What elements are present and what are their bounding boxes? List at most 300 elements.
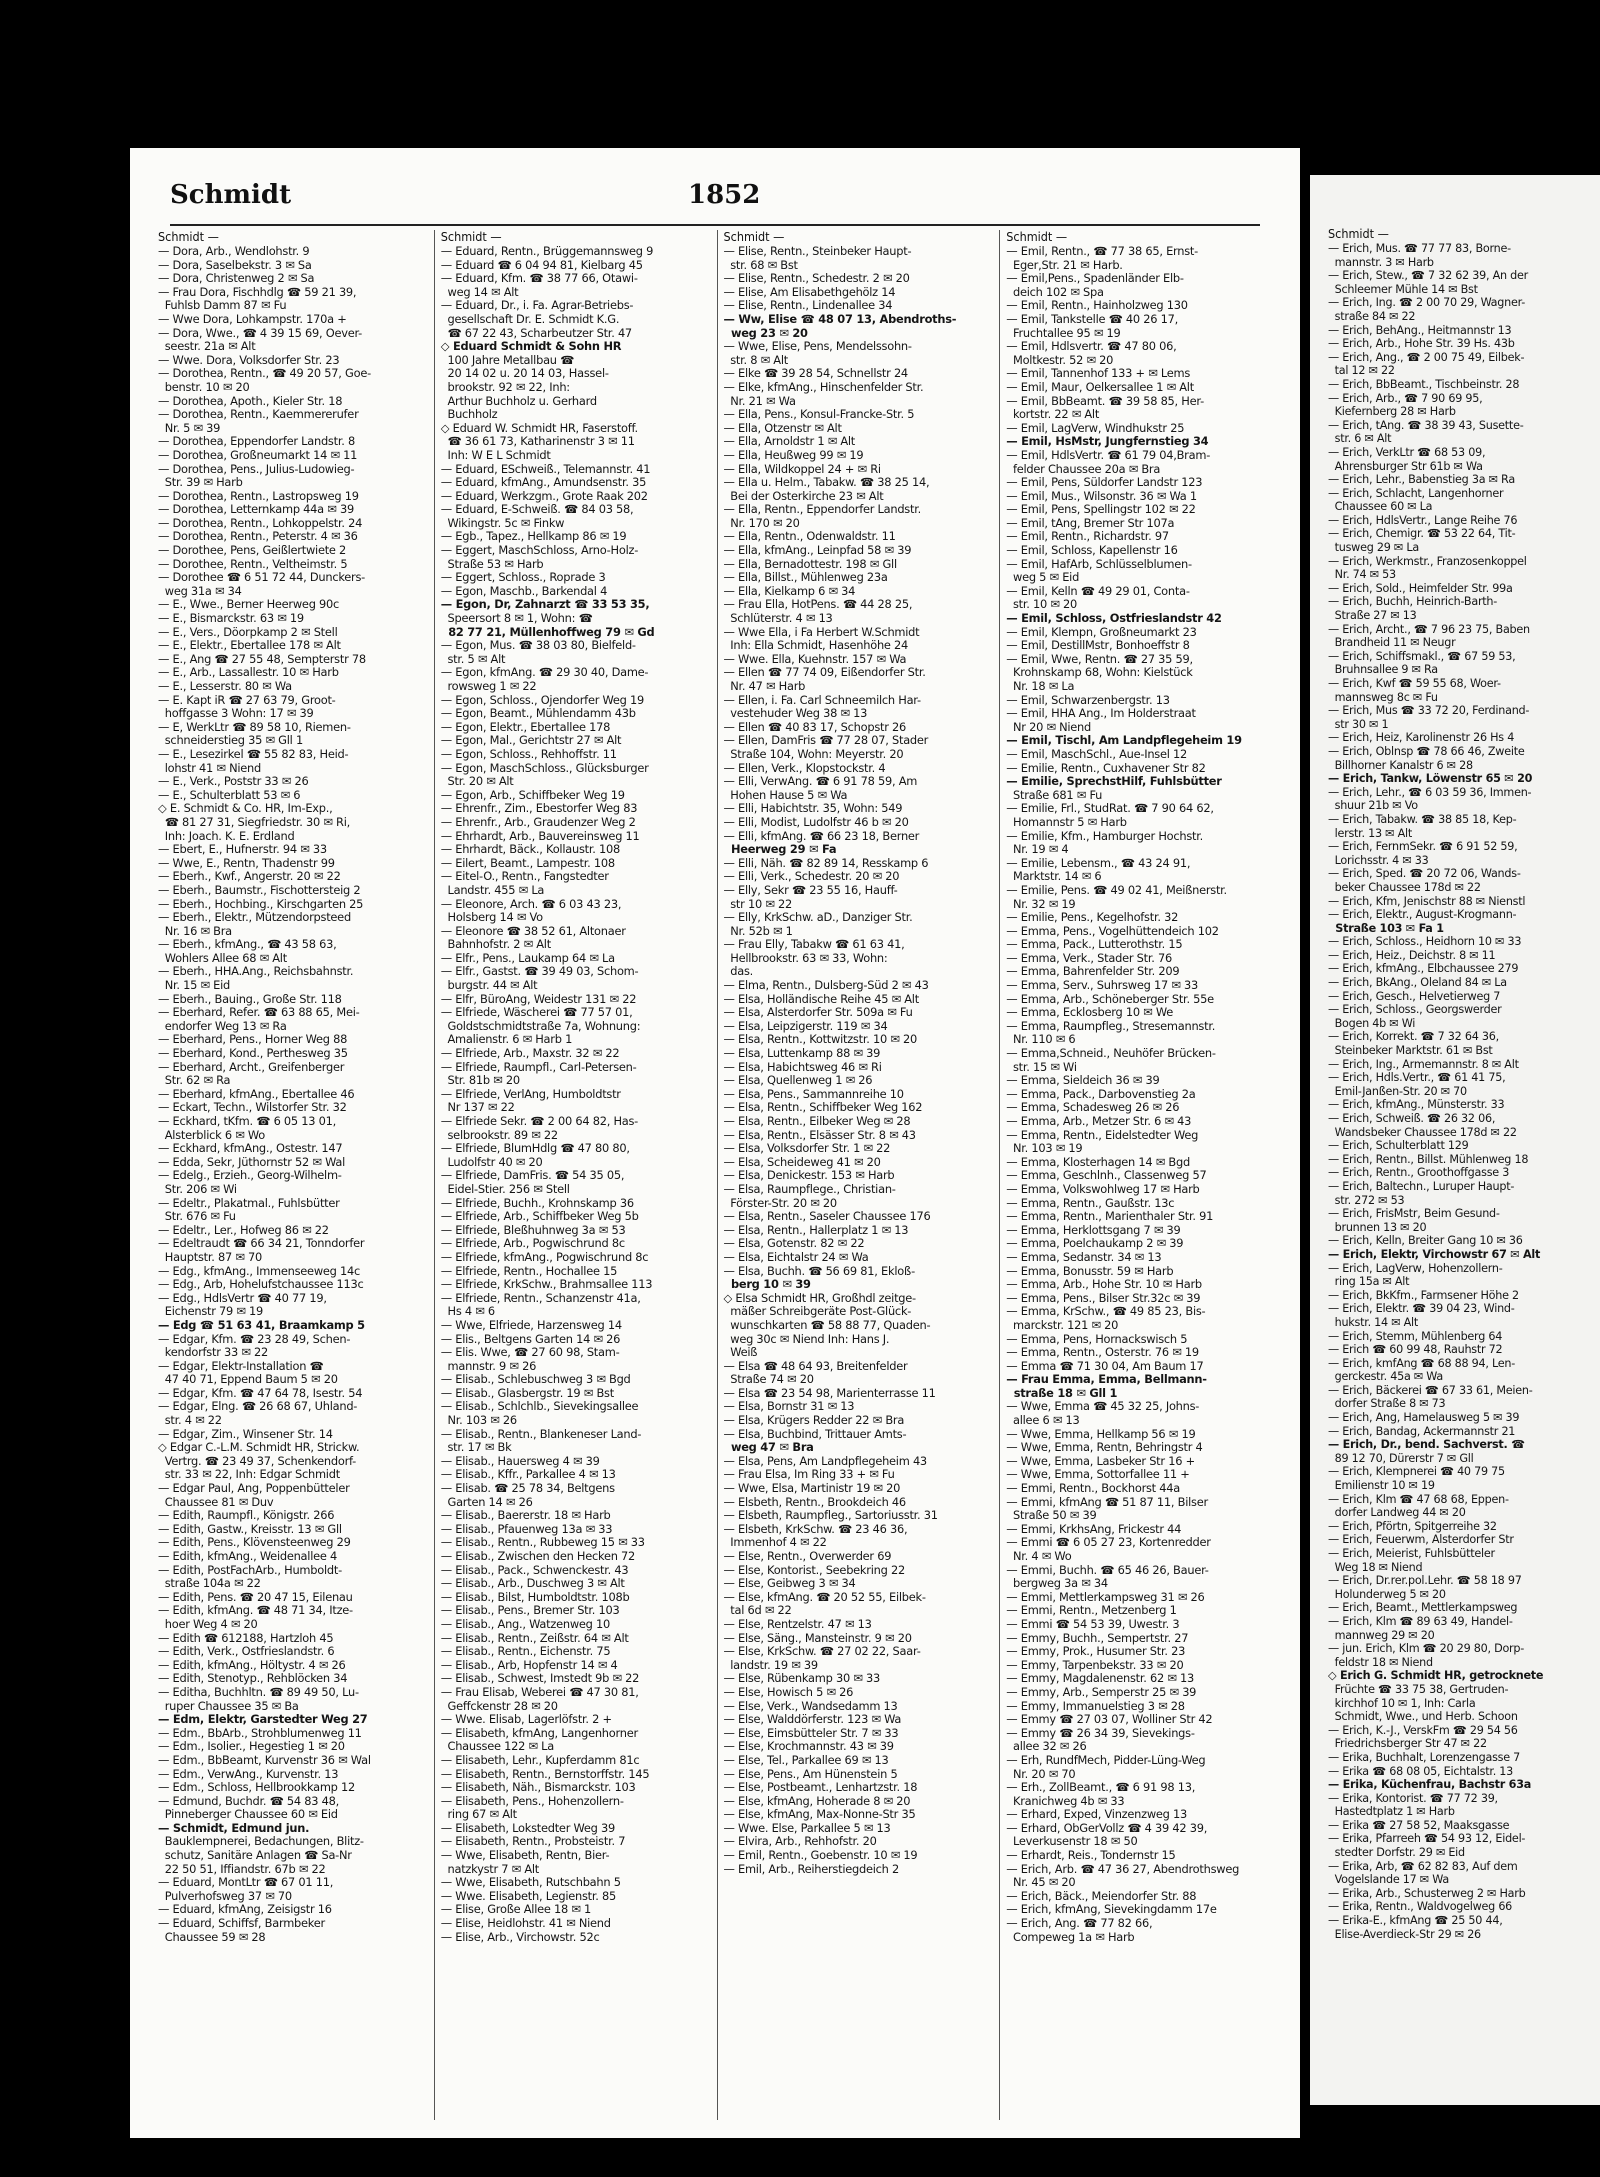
directory-entry: — Eberh., HHA.Ang., Reichsbahnstr. (158, 964, 354, 979)
directory-entry: — Edgar Paul, Ang, Poppenbütteler (158, 1481, 350, 1496)
directory-entry: — Eberhard, kfmAng., Ebertallee 46 (158, 1086, 355, 1101)
directory-entry: Schmidt, Wwe., und Herb. Schoon (1328, 1710, 1518, 1724)
directory-entry: selbrookstr. 89 ✉ 22 (440, 1127, 558, 1142)
directory-entry: — Elisab., Schwest, Imstedt 9b ✉ 22 (440, 1671, 640, 1686)
directory-entry: — Emil, Klempn, Großneumarkt 23 (1006, 624, 1197, 639)
directory-entry: — Erich, VerkLtr ☎ 68 53 09, (1328, 445, 1486, 459)
directory-entry: — Dora, Saselbekstr. 3 ✉ Sa (158, 257, 312, 272)
directory-entry: — Elisab., Pfauenweg 13a ✉ 33 (440, 1521, 613, 1536)
directory-entry: — Elisab., Baererstr. 18 ✉ Harb (440, 1508, 611, 1523)
directory-entry: — Egon, Schloss., Rehhoffstr. 11 (440, 746, 617, 761)
directory-entry: — Else, Tel., Parkallee 69 ✉ 13 (723, 1752, 889, 1767)
directory-entry: — Emma, Klosterhagen 14 ✉ Bgd (1006, 1154, 1190, 1169)
directory-entry: — Dorothea, Pens., Julius-Ludowieg- (158, 461, 355, 476)
directory-entry: ◇ Edgar C.-L.M. Schmidt HR, Strickw. (158, 1440, 360, 1455)
directory-entry: ring 67 ✉ Alt (440, 1807, 517, 1822)
directory-entry: — Elsa, Rentn., Eilbeker Weg ✉ 28 (723, 1114, 911, 1128)
directory-entry: — Emilie, SprechstHilf, Fuhlsbütter (1006, 774, 1222, 789)
directory-entry: — Elsa, Scheideweg 41 ✉ 20 (723, 1154, 881, 1169)
directory-entry: — Erich, Ang., ☎ 2 00 75 49, Eilbek- (1328, 350, 1525, 364)
directory-entry: — Dorothea, Rentn., Lohkoppelstr. 24 (158, 515, 363, 530)
directory-entry: — Frau Elsa, Im Ring 33 + ✉ Fu (723, 1467, 895, 1482)
directory-entry: — Elsa, Quellenweg 1 ✉ 26 (723, 1073, 873, 1088)
directory-entry: — Erich, Arb., ☎ 7 90 69 95, (1328, 391, 1483, 405)
directory-entry: — Erich, Schulterblatt 129 (1328, 1139, 1469, 1153)
directory-entry: Kranichweg 4b ✉ 33 (1006, 1793, 1125, 1808)
directory-entry: — Elma, Rentn., Dulsberg-Süd 2 ✉ 43 (723, 978, 929, 993)
directory-entry: Straße 53 ✉ Harb (440, 556, 544, 571)
directory-entry: — Elfr., Gastst. ☎ 39 49 03, Schom- (440, 964, 639, 979)
directory-entry: Straße 74 ✉ 20 (723, 1372, 814, 1387)
directory-entry: — Elsa, Gotenstr. 82 ✉ 22 (723, 1236, 865, 1251)
directory-entry: — Erich, Kwf ☎ 59 55 68, Woer- (1328, 677, 1501, 690)
directory-entry: — E, WerkLtr ☎ 89 58 10, Riemen- (158, 719, 351, 734)
directory-entry: — Erich, Elektr, Virchowstr 67 ✉ Alt (1328, 1247, 1541, 1261)
listing-columns (152, 230, 1282, 2120)
column-head: Schmidt — (1328, 226, 1389, 241)
directory-entry: — Elisab., Rentn., Eichenstr. 75 (440, 1644, 611, 1659)
directory-entry: — Elfriede, Wäscherei ☎ 77 57 01, (440, 1005, 633, 1020)
directory-entry: allee 6 ✉ 13 (1006, 1413, 1080, 1428)
directory-entry: — Emma, Sieldeich 36 ✉ 39 (1006, 1073, 1160, 1088)
directory-entry: — Erich, Feuerwm, Alsterdorfer Str (1328, 1533, 1514, 1547)
directory-entry: Nr. 4 ✉ Wo (1006, 1549, 1072, 1563)
directory-entry: — Edith, Verk., Ostfrieslandstr. 6 (158, 1644, 335, 1659)
directory-entry: — Erich, kfmAng, Sievekingdamm 17e (1006, 1902, 1217, 1917)
directory-entry: Hs 4 ✉ 6 (440, 1304, 495, 1319)
directory-entry: — Else, KrkSchw. ☎ 27 02 22, Saar- (723, 1644, 921, 1659)
directory-entry: — Erich, Baltechn., Luruper Haupt- (1328, 1179, 1515, 1193)
directory-entry: — Wwe, Emma ☎ 45 32 25, Johns- (1006, 1399, 1200, 1414)
directory-entry: Alsterblick 6 ✉ Wo (158, 1127, 265, 1142)
directory-entry: 100 Jahre Metallbau ☎ (440, 352, 575, 367)
directory-entry: Friedrichsberger Str 47 ✉ 22 (1328, 1737, 1487, 1751)
directory-entry: Nr. 15 ✉ Eid (158, 978, 231, 993)
directory-entry: Nr. 74 ✉ 53 (1328, 568, 1396, 582)
directory-entry: — Ella, Billst., Mühlenweg 23a (723, 570, 888, 585)
directory-entry: — Edg., kfmAng., Immenseeweg 14c (158, 1263, 360, 1278)
directory-entry: — Elsa, Raumpflege., Christian- (723, 1181, 896, 1196)
directory-entry: — Frau Ella, HotPens. ☎ 44 28 25, (723, 597, 913, 612)
directory-entry: hukstr. 14 ✉ Alt (1328, 1315, 1419, 1329)
directory-entry: — Elsa, Pens., Sammannreihe 10 (723, 1086, 904, 1101)
directory-entry: — Editha, Buchhltn. ☎ 89 49 50, Lu- (158, 1684, 359, 1699)
directory-entry: weg 47 ✉ Bra (723, 1440, 814, 1455)
directory-entry: — Erich, Arb. ☎ 47 36 27, Abendrothsweg (1006, 1861, 1240, 1876)
directory-entry: Hellbrookstr. 63 ✉ 33, Wohn: (723, 950, 888, 965)
directory-entry: benstr. 10 ✉ 20 (158, 379, 250, 394)
directory-entry: — Erich, Bäck., Meiendorfer Str. 88 (1006, 1888, 1197, 1903)
directory-entry: — Elisabeth, Lehr., Kupferdamm 81c (440, 1752, 640, 1767)
directory-entry: hoer Weg 4 ✉ 20 (158, 1616, 258, 1631)
directory-entry: — Erich, Schweiß. ☎ 26 32 06, (1328, 1112, 1496, 1125)
directory-entry: Nr. 45 ✉ 20 (1006, 1875, 1076, 1890)
directory-entry: — Emma, Bonusstr. 59 ✉ Harb (1006, 1263, 1174, 1278)
directory-entry: — Edgar, Kfm. ☎ 23 28 49, Schen- (158, 1331, 351, 1346)
directory-entry: str 30 ✉ 1 (1328, 717, 1389, 731)
directory-entry: Wikingstr. 5c ✉ Finkw (440, 515, 565, 530)
directory-entry: Nr. 110 ✉ 6 (1006, 1032, 1076, 1047)
directory-entry: — Elis., Beltgens Garten 14 ✉ 26 (440, 1331, 621, 1346)
directory-entry: — Emmy, Buchh., Sempertstr. 27 (1006, 1630, 1189, 1645)
directory-entry: weg 23 ✉ 20 (723, 325, 808, 340)
directory-entry: — Emil, Hdlsvertr. ☎ 47 80 06, (1006, 339, 1177, 354)
directory-entry: — Eduard, kfmAng, Zeisigstr 16 (158, 1902, 332, 1917)
directory-entry: — Erich, Tankw, Löwenstr 65 ✉ 20 (1328, 772, 1533, 786)
directory-entry: — Edm., Schloss, Hellbrookkamp 12 (158, 1780, 356, 1795)
directory-entry: ☎ 67 22 43, Scharbeutzer Str. 47 (440, 325, 632, 340)
directory-entry: — Erika, Kontorist. ☎ 77 72 39, (1328, 1791, 1498, 1805)
directory-entry: Straße 681 ✉ Fu (1006, 787, 1103, 802)
directory-entry: str. 17 ✉ Bk (440, 1440, 512, 1455)
directory-entry: — Emma, Serv., Suhrsweg 17 ✉ 33 (1006, 978, 1198, 993)
directory-entry: — Elfriede, Rentn., Hochallee 15 (440, 1263, 618, 1278)
directory-entry: — Dorothea, Rentn., Lastropsweg 19 (158, 488, 359, 503)
directory-entry: Krohnskamp 68, Wohn: Kielstück (1006, 665, 1193, 680)
directory-entry: feldstr 18 ✉ Niend (1328, 1655, 1433, 1669)
directory-entry: — Eitel-O., Rentn., Fangstedter (440, 869, 609, 884)
directory-entry: — Edith, Raumpfl., Königstr. 266 (158, 1508, 335, 1523)
directory-entry: mannweg 29 ✉ 20 (1328, 1628, 1435, 1642)
directory-entry: Inh: Ella Schmidt, Hasenhöhe 24 (723, 638, 909, 653)
directory-entry: kendorfstr 33 ✉ 22 (158, 1345, 269, 1360)
directory-entry: marckstr. 121 ✉ 20 (1006, 1317, 1119, 1332)
directory-entry: — Emil, Mus., Wilsonstr. 36 ✉ Wa 1 (1006, 488, 1197, 503)
directory-entry: Holunderweg 5 ✉ 20 (1328, 1587, 1446, 1601)
directory-entry: das. (723, 964, 754, 979)
directory-entry: Str. 39 ✉ Harb (158, 475, 243, 490)
directory-entry: allee 32 ✉ 26 (1006, 1739, 1087, 1754)
directory-entry: — Erich, tAng. ☎ 38 39 43, Susette- (1328, 418, 1524, 432)
directory-entry: — Emmy, Arb., Semperstr 25 ✉ 39 (1006, 1684, 1197, 1699)
directory-entry: — Egon, MaschSchloss., Glücksburger (440, 760, 649, 775)
directory-entry: — Elly, Sekr ☎ 23 55 16, Hauff- (723, 882, 898, 897)
directory-entry: — Eggert, MaschSchloss, Arno-Holz- (440, 543, 639, 558)
directory-entry: — Elsa, Denickestr. 153 ✉ Harb (723, 1168, 895, 1183)
running-head-surname: Schmidt (170, 180, 292, 210)
directory-entry: Bahnhofstr. 2 ✉ Alt (440, 937, 551, 952)
directory-entry: — Eberhard, Kond., Perthesweg 35 (158, 1046, 348, 1061)
directory-entry: — Wwe. Dora, Volksdorfer Str. 23 (158, 352, 340, 367)
directory-entry: — Wwe, Elsa, Martinistr 19 ✉ 20 (723, 1481, 901, 1496)
directory-entry: Compeweg 1a ✉ Harb (1006, 1929, 1135, 1944)
directory-entry: wunschkarten ☎ 58 88 77, Quaden- (723, 1317, 931, 1332)
directory-entry: — Erh., ZollBeamt., ☎ 6 91 98 13, (1006, 1780, 1196, 1795)
directory-entry: Str. 62 ✉ Ra (158, 1073, 231, 1088)
directory-entry: — Erika, Buchhalt, Lorenzengasse 7 (1328, 1750, 1521, 1764)
directory-entry: — Erich, Meierist, Fuhlsbütteler (1328, 1547, 1495, 1560)
directory-entry: — Wwe, Elisabeth, Rentn, Bier- (440, 1848, 610, 1863)
directory-entry: ◇ Erich G. Schmidt HR, getrocknete (1328, 1669, 1544, 1683)
directory-entry: — Elvira, Arb., Rehhofstr. 20 (723, 1834, 877, 1849)
directory-entry: — Edith, Pens., Klövensteenweg 29 (158, 1535, 351, 1550)
directory-entry: — Erich, Ang. ☎ 77 82 66, (1006, 1916, 1153, 1931)
directory-entry: — Emmy, Tarpenbekstr. 33 ✉ 20 (1006, 1657, 1184, 1672)
directory-entry: ring 15a ✉ Alt (1328, 1275, 1410, 1289)
directory-entry: — Elisab., Rentn., Blankeneser Land- (440, 1426, 642, 1441)
directory-entry: — Erich, Heiz., Deichstr. 8 ✉ 11 (1328, 948, 1496, 962)
directory-entry: — Erich, Ing. ☎ 2 00 70 29, Wagner- (1328, 296, 1526, 310)
directory-entry: — Elsa, Rentn., Hallerplatz 1 ✉ 13 (723, 1222, 909, 1237)
directory-entry: — Erich, Werkmstr., Franzosenkoppel (1328, 554, 1527, 568)
page-header (170, 180, 1260, 220)
directory-entry: — Erich, Schloss., Georgswerder (1328, 1003, 1502, 1017)
directory-entry: Immenhof 4 ✉ 22 (723, 1535, 827, 1550)
directory-entry: — Erich, Lehr., ☎ 6 03 59 36, Immen- (1328, 785, 1532, 799)
directory-entry: — Elisab., Glasbergstr. 19 ✉ Bst (440, 1385, 614, 1400)
directory-entry: — Erich, Heiz, Karolinenstr 26 Hs 4 (1328, 731, 1515, 745)
directory-entry: — Wwe Dora, Lohkampstr. 170a + (158, 311, 347, 326)
directory-entry: — Elfriede, Rentn., Schanzenstr 41a, (440, 1290, 641, 1305)
directory-entry: Lorichsstr. 4 ✉ 33 (1328, 853, 1429, 867)
directory-entry: — Emma, Raumpfleg., Stresemannstr. (1006, 1018, 1216, 1033)
directory-entry: endorfer Weg 13 ✉ Ra (158, 1018, 287, 1033)
directory-entry: — Ella, Wildkoppel 24 + ✉ Ri (723, 461, 881, 476)
directory-entry: — Elisab., Arb, Hopfenstr 14 ✉ 4 (440, 1657, 618, 1672)
directory-entry: — Wwe, E., Rentn, Thadenstr 99 (158, 855, 335, 870)
directory-entry: — Edg., HdlsVertr ☎ 40 77 19, (158, 1290, 327, 1305)
directory-entry: — Eberhard, Archt., Greifenberger (158, 1059, 345, 1074)
directory-entry: — Erich, Tabakw. ☎ 38 85 18, Kep- (1328, 812, 1517, 826)
directory-entry: brookstr. 92 ✉ 22, Inh: (440, 379, 570, 394)
directory-entry: Buchholz (440, 407, 498, 422)
directory-entry: — Else, Postbeamt., Lenhartzstr. 18 (723, 1780, 918, 1795)
directory-entry: — Erhard, ObGerVollz ☎ 4 39 42 39, (1006, 1820, 1208, 1835)
listing-column (1000, 230, 1282, 2120)
directory-entry: Nr. 19 ✉ 4 (1006, 842, 1069, 857)
directory-entry: Kiefernberg 28 ✉ Harb (1328, 405, 1456, 419)
directory-entry: — Wwe. Else, Parkallee 5 ✉ 13 (723, 1820, 891, 1835)
directory-entry: — Edgar, Elng. ☎ 26 68 67, Uhland- (158, 1399, 358, 1414)
column-entries (724, 245, 1000, 1876)
column-entries (1006, 245, 1282, 1944)
directory-entry: — Ellen, DamFris ☎ 77 28 07, Stader (723, 733, 929, 748)
directory-entry: — Erich, Schloss., Heidhorn 10 ✉ 33 (1328, 935, 1522, 949)
directory-entry: weg 14 ✉ Alt (440, 284, 519, 299)
directory-entry: 20 14 02 u. 20 14 03, Hassel- (440, 366, 609, 381)
directory-entry: — Edm., BbArb., Strohblumenweg 11 (158, 1725, 362, 1740)
directory-entry: — Elfriede, KrkSchw., Brahmsallee 113 (440, 1277, 653, 1292)
directory-entry: — Elli, Verk., Schedestr. 20 ✉ 20 (723, 869, 900, 884)
directory-entry: 47 40 71, Eppend Baum 5 ✉ 20 (158, 1372, 338, 1387)
directory-entry: — Else, Kontorist., Seebekring 22 (723, 1562, 905, 1577)
directory-entry: — Erich, FernmSekr. ☎ 6 91 52 59, (1328, 840, 1518, 854)
directory-entry: ◇ Eduard W. Schmidt HR, Faserstoff. (440, 420, 638, 435)
directory-entry: — Elisabeth, kfmAng, Langenhorner (440, 1725, 638, 1740)
facing-page (1310, 175, 1600, 2105)
directory-entry: Nr 20 ✉ Niend (1006, 719, 1091, 734)
directory-entry: — Edmund, Buchdr. ☎ 54 83 48, (158, 1793, 339, 1808)
directory-entry: str. 4 ✉ 22 (158, 1413, 222, 1428)
directory-entry: — Dora, Arb., Wendlohstr. 9 (158, 244, 310, 258)
directory-entry: schneiderstieg 35 ✉ Gll 1 (158, 733, 303, 748)
directory-entry: — Elke ☎ 39 28 54, Schnellstr 24 (723, 366, 908, 381)
directory-entry: Nr. 5 ✉ 39 (158, 420, 221, 435)
directory-entry: — Emil, HsMstr, Jungfernstieg 34 (1006, 434, 1209, 449)
directory-entry: tal 6d ✉ 22 (723, 1603, 792, 1618)
directory-entry: — Emma, Schadesweg 26 ✉ 26 (1006, 1100, 1180, 1115)
directory-entry: — Erich, Beamt., Mettlerkampsweg (1328, 1601, 1518, 1615)
directory-entry: — Dorothea, Großneumarkt 14 ✉ 11 (158, 447, 358, 462)
directory-entry: — Emil, Schwarzenbergstr. 13 (1006, 692, 1170, 707)
directory-entry: — Else, Pens., Am Hünenstein 5 (723, 1766, 898, 1781)
directory-entry: — Emil, HdlsVertr. ☎ 61 79 04,Bram- (1006, 447, 1211, 462)
directory-entry: — Elsa, Krügers Redder 22 ✉ Bra (723, 1413, 905, 1428)
directory-entry: — Emma, Pens, Hornackswisch 5 (1006, 1331, 1188, 1346)
directory-entry: — Elisab., Zwischen den Hecken 72 (440, 1549, 636, 1563)
directory-entry: — Emma, Rentn., Gaußstr. 13c (1006, 1195, 1175, 1210)
directory-entry: — Emmy ☎ 26 34 39, Sievekings- (1006, 1725, 1195, 1740)
directory-entry: — Dorothea, Eppendorfer Landstr. 8 (158, 434, 355, 449)
directory-entry: — Elsa, Volksdorfer Str. 1 ✉ 22 (723, 1141, 891, 1156)
directory-entry: — Wwe. Ella, Kuehnstr. 157 ✉ Wa (723, 651, 907, 666)
directory-entry: — E., Elektr., Ebertallee 178 ✉ Alt (158, 638, 341, 653)
directory-entry: Garten 14 ✉ 26 (440, 1494, 533, 1509)
directory-entry: — Eckart, Techn., Wilstorfer Str. 32 (158, 1100, 347, 1115)
directory-entry: — Erich, Sold., Heimfelder Str. 99a (1328, 581, 1513, 595)
directory-entry: — Elfriede, Bleßhuhnweg 3a ✉ 53 (440, 1222, 626, 1237)
directory-entry: — Erich, Schlacht, Langenhorner (1328, 486, 1504, 500)
directory-entry: — Edith, kfmAng., Weidenallee 4 (158, 1549, 338, 1563)
directory-entry: ruper Chaussee 35 ✉ Ba (158, 1698, 299, 1713)
directory-entry: — Erich, Oblnsp ☎ 78 66 46, Zweite (1328, 744, 1525, 758)
directory-entry: — Elsa, Pens, Am Landpflegeheim 43 (723, 1453, 927, 1468)
directory-entry: — E., Ang ☎ 27 55 48, Sempterstr 78 (158, 651, 366, 666)
directory-entry: — Emil, tAng, Bremer Str 107a (1006, 515, 1175, 530)
directory-entry: — Emil, Maur, Oelkersallee 1 ✉ Alt (1006, 379, 1194, 394)
directory-entry: — Edm., BbBeamt, Kurvenstr 36 ✉ Wal (158, 1752, 371, 1767)
directory-entry: lerstr. 13 ✉ Alt (1328, 826, 1412, 840)
directory-entry: Pulverhofsweg 37 ✉ 70 (158, 1888, 292, 1903)
directory-entry: — Emil, Pens, Spellingstr 102 ✉ 22 (1006, 502, 1196, 517)
directory-entry: Nr. 18 ✉ La (1006, 679, 1075, 693)
directory-entry: — Elise, Rentn., Lindenallee 34 (723, 298, 893, 313)
directory-entry: — Elisab., Hauersweg 4 ✉ 39 (440, 1453, 600, 1468)
page-number: 1852 (688, 180, 761, 210)
directory-entry: Elise-Averdieck-Str 29 ✉ 26 (1328, 1927, 1481, 1941)
column-head: Schmidt — (158, 230, 219, 244)
directory-entry: — Elsa, Rentn., Elsässer Str. 8 ✉ 43 (723, 1127, 916, 1142)
directory-entry: str. 6 ✉ Alt (1328, 432, 1392, 446)
directory-entry: — Emmi ☎ 54 53 39, Uwestr. 3 (1006, 1616, 1180, 1631)
directory-entry: — Edda, Sekr, Jüthornstr 52 ✉ Wal (158, 1154, 345, 1169)
directory-entry: — Edm., Isolier., Hegestieg 1 ✉ 20 (158, 1739, 345, 1754)
directory-entry: — Ehrenfr., Arb., Graudenzer Weg 2 (440, 814, 636, 829)
directory-entry: lohstr 41 ✉ Niend (158, 760, 261, 775)
directory-entry: — Edeltr., Ler., Hofweg 86 ✉ 22 (158, 1222, 329, 1237)
directory-entry: — Erich, Elektr. ☎ 39 04 23, Wind- (1328, 1302, 1515, 1316)
directory-entry: Chaussee 59 ✉ 28 (158, 1929, 266, 1944)
directory-entry: — Ehrhardt, Arb., Bauvereinsweg 11 (440, 828, 640, 843)
directory-entry: Landstr. 455 ✉ La (440, 882, 545, 897)
directory-entry: — Elsa, Holländische Reihe 45 ✉ Alt (723, 991, 919, 1006)
directory-entry: — Elfr, BüroAng, Weidestr 131 ✉ 22 (440, 991, 637, 1006)
directory-entry: — Erika ☎ 68 08 05, Eichtalstr. 13 (1328, 1764, 1514, 1778)
directory-entry: brunnen 13 ✉ 20 (1328, 1220, 1427, 1234)
directory-entry: — Emma, Arb., Metzer Str. 6 ✉ 43 (1006, 1114, 1192, 1128)
directory-entry: — Emil, MaschSchl., Aue-Insel 12 (1006, 746, 1188, 761)
directory-entry: — Ella, Rentn., Odenwaldstr. 11 (723, 529, 896, 544)
directory-entry: — Frau Emma, Emma, Bellmann- (1006, 1372, 1207, 1387)
directory-entry: — Erika, Küchenfrau, Bachstr 63a (1328, 1778, 1532, 1792)
directory-entry: straße 104a ✉ 22 (158, 1576, 261, 1591)
directory-entry: — Elsa, Rentn., Schiffbeker Weg 162 (723, 1100, 923, 1115)
directory-entry: Marktstr. 14 ✉ 6 (1006, 869, 1102, 884)
directory-entry: Ahrensburger Str 61b ✉ Wa (1328, 459, 1483, 473)
directory-entry: Vertrg. ☎ 23 49 37, Schenkendorf- (158, 1453, 357, 1468)
directory-entry: — Erich, Kelln, Breiter Gang 10 ✉ 36 (1328, 1234, 1523, 1248)
listing-column (435, 230, 718, 2120)
directory-entry: — Dorothea, Letternkamp 44a ✉ 39 (158, 502, 354, 517)
directory-entry: — Egon, Dr, Zahnarzt ☎ 33 53 35, (440, 597, 650, 612)
directory-entry: — Emmi, Rentn., Bockhorst 44a (1006, 1481, 1180, 1496)
directory-entry: deich 102 ✉ Spa (1006, 284, 1104, 299)
directory-entry: str. 5 ✉ Alt (440, 651, 506, 666)
directory-entry: — Elfriede, Arb., Pogwischrund 8c (440, 1236, 625, 1251)
directory-entry: — Edith, Pens. ☎ 20 47 15, Eilenau (158, 1589, 353, 1604)
directory-entry: — Erich, K.-J., VerskFm ☎ 29 54 56 (1328, 1723, 1518, 1737)
directory-entry: — Elsa, Rentn., Kottwitzstr. 10 ✉ 20 (723, 1032, 917, 1047)
directory-entry: — E., Lesserstr. 80 ✉ Wa (158, 679, 292, 693)
directory-entry: — Wwe, Elise, Pens, Mendelssohn- (723, 339, 912, 354)
directory-entry: weg 31a ✉ 34 (158, 583, 242, 598)
directory-entry: — Edeltraudt ☎ 66 34 21, Tonndorfer (158, 1236, 365, 1251)
directory-entry: — Elisabeth, Näh., Bismarckstr. 103 (440, 1780, 636, 1795)
directory-entry: — Wwe Ella, i Fa Herbert W.Schmidt (723, 624, 920, 639)
directory-entry: — Erich, Sped. ☎ 20 72 06, Wands- (1328, 867, 1521, 881)
directory-entry: — Emil, Pens, Süldorfer Landstr 123 (1006, 475, 1203, 490)
directory-entry: — Emil, LagVerw, Windhukstr 25 (1006, 420, 1185, 435)
directory-entry: — Erika, Arb, ☎ 62 82 83, Auf dem (1328, 1859, 1518, 1873)
directory-entry: — Ellen, Verk., Klopstockstr. 4 (723, 760, 886, 775)
directory-entry: — Emil, Rentn., ☎ 77 38 65, Ernst- (1006, 244, 1198, 258)
directory-entry: — Ellen, i. Fa. Carl Schneemilch Har- (723, 692, 921, 707)
directory-entry: Moltkestr. 52 ✉ 20 (1006, 352, 1114, 367)
directory-entry: — Elsa, Buchbind, Trittauer Amts- (723, 1426, 907, 1441)
directory-entry: schutz, Sanitäre Anlagen ☎ Sa-Nr (158, 1848, 352, 1863)
directory-entry: — Erich, Mus ☎ 33 72 20, Ferdinand- (1328, 704, 1530, 718)
directory-entry: gesellschaft Dr. E. Schmidt K.G. (440, 311, 620, 326)
directory-entry: — Emmi, Mettlerkampsweg 31 ✉ 26 (1006, 1589, 1205, 1604)
directory-entry: — Erich, Buchh, Heinrich-Barth- (1328, 595, 1498, 609)
directory-entry: — Erich, Schiffsmakl., ☎ 67 59 53, (1328, 649, 1516, 663)
directory-entry: — Elke, kfmAng., Hinschenfelder Str. (723, 379, 924, 394)
directory-entry: — Else, Howisch 5 ✉ 26 (723, 1684, 854, 1699)
directory-entry: Nr. 103 ✉ 19 (1006, 1141, 1083, 1156)
directory-entry: — Elisab., Arb., Duschweg 3 ✉ Alt (440, 1576, 625, 1591)
directory-entry: — Edelg., Erzieh., Georg-Wilhelm- (158, 1168, 342, 1183)
directory-entry: — Emmy ☎ 27 03 07, Wolliner Str 42 (1006, 1712, 1213, 1727)
directory-entry: — Eduard, MontLtr ☎ 67 01 11, (158, 1875, 334, 1890)
directory-entry: — Elsbeth, KrkSchw. ☎ 23 46 36, (723, 1521, 908, 1536)
directory-entry: — Else, Krochmannstr. 43 ✉ 39 (723, 1739, 894, 1754)
directory-entry: — Edith ☎ 612188, Hartzloh 45 (158, 1630, 334, 1645)
directory-entry: — Emil, Schloss, Ostfrieslandstr 42 (1006, 611, 1222, 626)
directory-entry: — Eckhard, tKfm. ☎ 6 05 13 01, (158, 1114, 337, 1128)
directory-entry: — Else, kfmAng. ☎ 20 52 55, Eilbek- (723, 1589, 926, 1604)
directory-entry: — Wwe. Elisab, Lagerlöfstr. 2 + (440, 1712, 612, 1727)
directory-entry: — Elsa ☎ 23 54 98, Marienterrasse 11 (723, 1385, 936, 1400)
directory-entry: Hohen Hause 5 ✉ Wa (723, 787, 848, 802)
directory-entry: ☎ 36 61 73, Katharinenstr 3 ✉ 11 (440, 434, 635, 449)
directory-entry: — Eberh., kfmAng., ☎ 43 58 63, (158, 937, 337, 952)
directory-entry: — Elsa, Rentn., Saseler Chaussee 176 (723, 1209, 931, 1224)
directory-entry: — Erhardt, Reis., Tondernstr 15 (1006, 1848, 1176, 1863)
directory-entry: — Elisab., Rentn., Rubbeweg 15 ✉ 33 (440, 1535, 645, 1550)
directory-entry: — Elisab., Ang., Watzenweg 10 (440, 1616, 611, 1631)
directory-entry: kirchhof 10 ✉ 1, Inh: Carla (1328, 1696, 1476, 1710)
directory-entry: — Dorothea, Rentn., Peterstr. 4 ✉ 36 (158, 529, 358, 544)
